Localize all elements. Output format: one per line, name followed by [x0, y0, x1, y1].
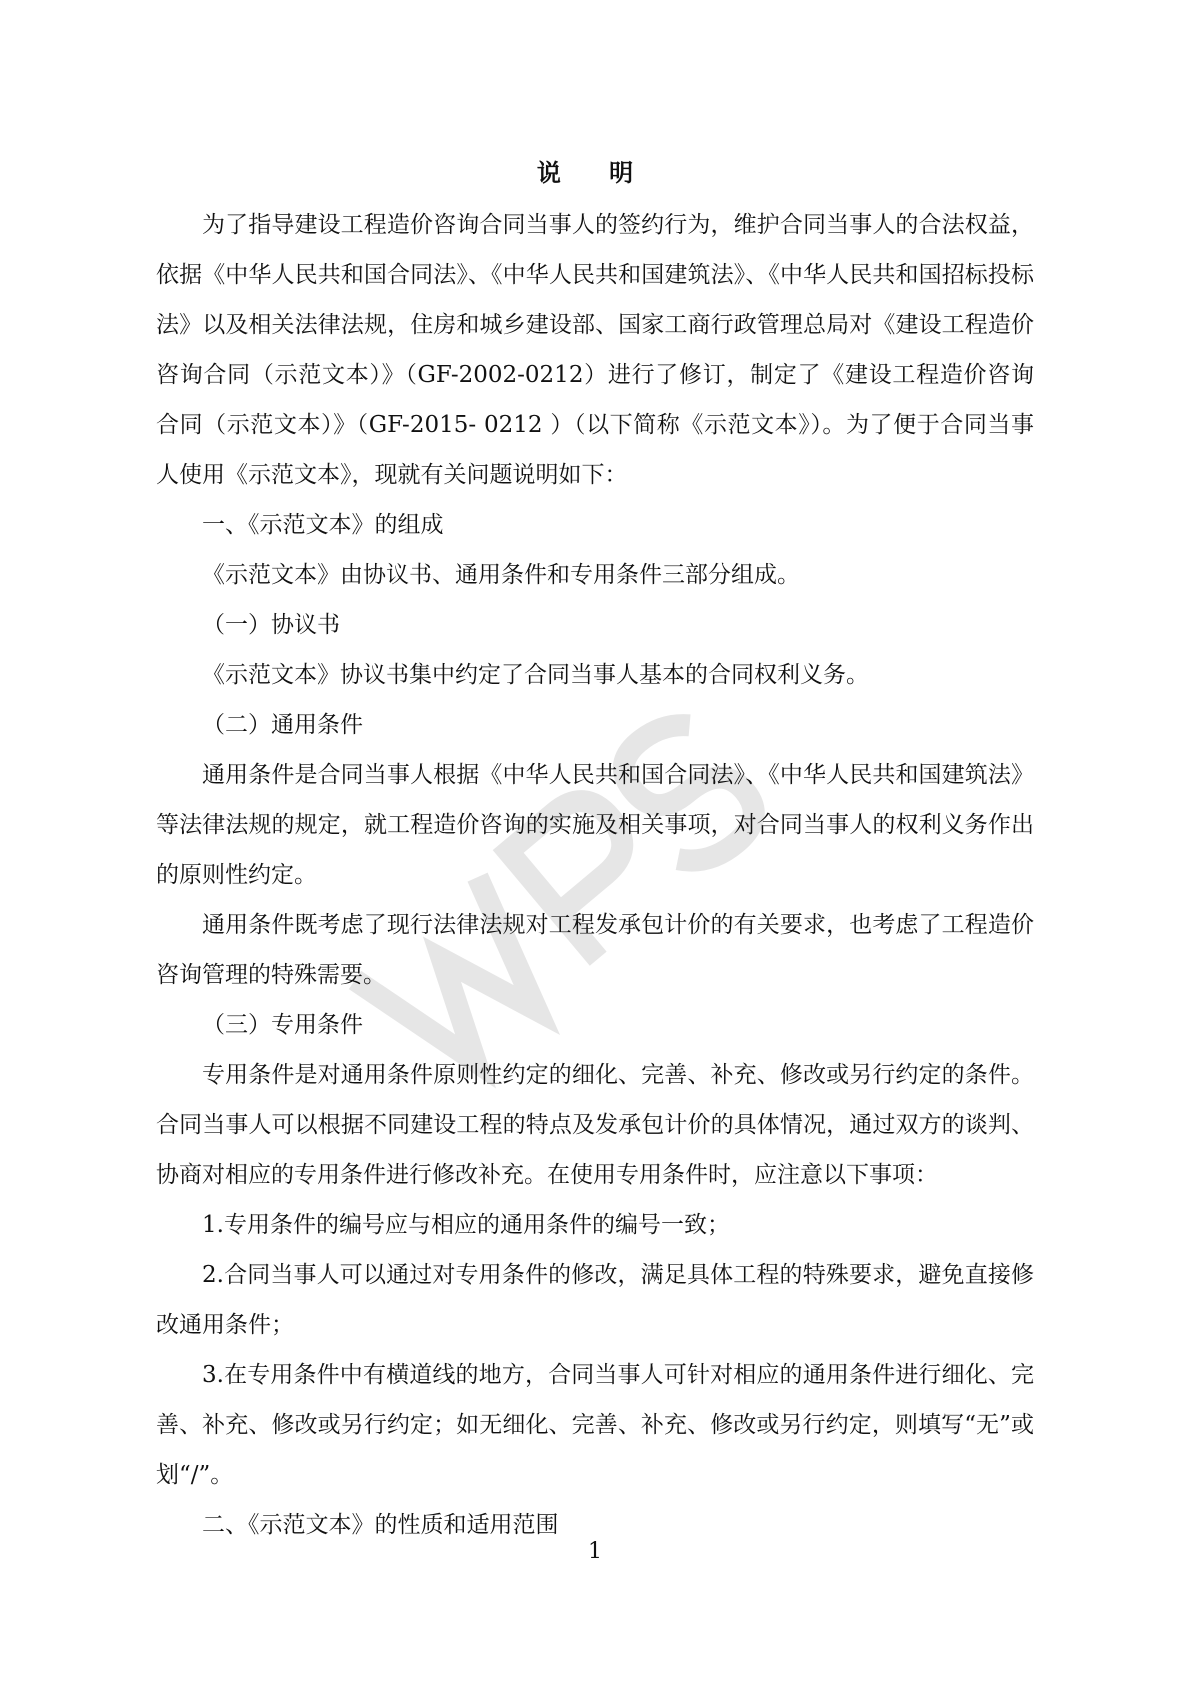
list-item: 2.合同当事人可以通过对专用条件的修改，满足具体工程的特殊要求，避免直接修改通用条件；	[156, 1262, 1034, 1338]
subsection-heading-special-conditions: （三）专用条件	[202, 1012, 363, 1038]
composition-paragraph: 《示范文本》由协议书、通用条件和专用条件三部分组成。	[202, 562, 800, 588]
subsection-heading-general-conditions: （二）通用条件	[202, 712, 363, 738]
document-title: 说 明	[536, 158, 654, 187]
page-number: 1	[588, 1539, 602, 1564]
section-heading-composition: 一、《示范文本》的组成	[202, 512, 444, 538]
agreement-paragraph: 《示范文本》协议书集中约定了合同当事人基本的合同权利义务。	[202, 662, 869, 688]
general-conditions-paragraph: 通用条件是合同当事人根据《中华人民共和国合同法》、《中华人民共和国建筑法》等法律法规的规定，就工程造价咨询的实施及相关事项，对合同当事人的权利义务作出的原则性约定。	[156, 762, 1034, 888]
intro-paragraph: 为了指导建设工程造价咨询合同当事人的签约行为，维护合同当事人的合法权益，依据《中华人民共和国合同法》、《中华人民共和国建筑法》、《中华人民共和国招标投标法》以及相关法律法规，住房和城乡建设部、国家工商行政管理总局对《建设工程造价咨询合同（示范文本）》（GF-2002-0212）进行了修订，制定了《建设工程造价咨询合同（示范文本）》（GF-2015- 0212 ）（以下简称《示范文本》）。为了便于合同当事人使用《示范文本》，现就有关问题说明如下：	[156, 212, 1034, 488]
section-heading-nature-scope: 二、《示范文本》的性质和适用范围	[202, 1512, 559, 1538]
general-conditions-paragraph-2: 通用条件既考虑了现行法律法规对工程发承包计价的有关要求，也考虑了工程造价咨询管理的特殊需要。	[156, 912, 1034, 988]
subsection-heading-agreement: （一）协议书	[202, 612, 340, 638]
list-item: 3.在专用条件中有横道线的地方，合同当事人可针对相应的通用条件进行细化、完善、补充、修改或另行约定；如无细化、完善、补充、修改或另行约定，则填写“无”或划“/”。	[156, 1362, 1034, 1488]
list-item: 1.专用条件的编号应与相应的通用条件的编号一致；	[202, 1212, 730, 1238]
special-conditions-paragraph: 专用条件是对通用条件原则性约定的细化、完善、补充、修改或另行约定的条件。合同当事人可以根据不同建设工程的特点及发承包计价的具体情况，通过双方的谈判、协商对相应的专用条件进行修改补充。在使用专用条件时，应注意以下事项：	[156, 1062, 1034, 1188]
document-body	[156, 200, 1034, 1550]
